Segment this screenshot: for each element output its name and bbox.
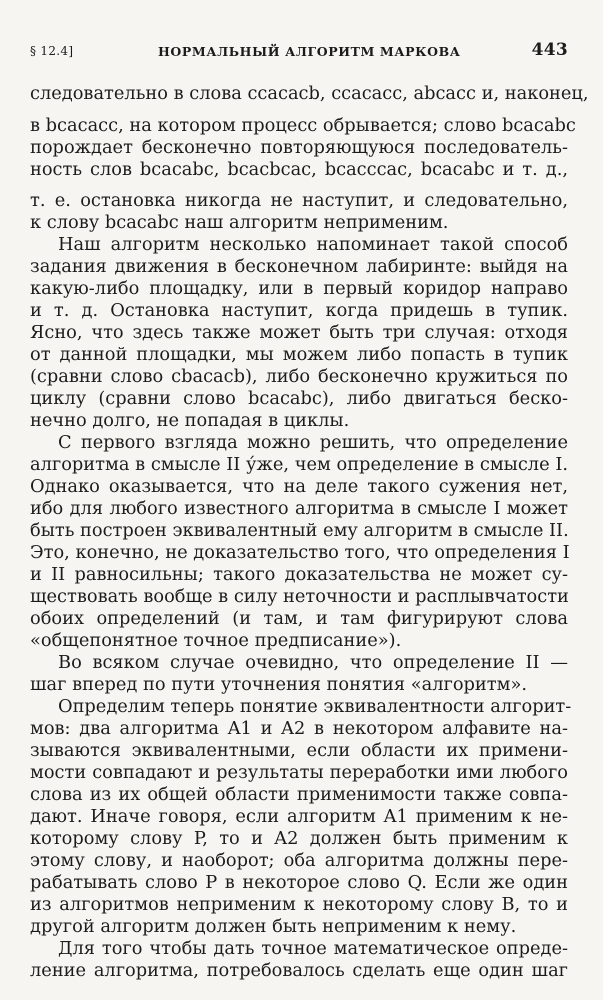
text-line: быть построен эквивалентный ему алгоритм в смысле II. [30, 520, 569, 541]
text-line: дают. Иначе говоря, если алгоритм A1 применим к не- [30, 806, 568, 827]
text-line: из алгоритмов неприменим к некоторому слову B, то и [30, 894, 568, 915]
text-line: алгоритма в смысле II у́же, чем определение в смысле I. [30, 454, 568, 475]
text-line: от данной площадки, мы можем либо попасть в тупик [30, 344, 568, 365]
page-number: 443 [531, 40, 568, 60]
text-line: ность слов bcacabc, bcacbcac, bcacccac, bcacabc и т. д., [30, 159, 568, 180]
running-header [30, 38, 568, 64]
section-number: § 12.4] [30, 44, 74, 58]
text-line: какую-либо площадку, или в первый коридор направо [30, 278, 568, 299]
text-line: нечно долго, не попадая в циклы. [30, 410, 350, 431]
text-line: обоих определений (и там, и там фигурируют слова [30, 608, 568, 629]
text-line: мов: два алгоритма A1 и A2 в некотором алфавите на- [30, 718, 568, 739]
text-line: циклу (сравни слово bcacabc), либо двигаться беско- [30, 388, 568, 409]
text-line: Определим теперь понятие эквивалентности алгорит- [58, 696, 572, 717]
text-line: и т. д. Остановка наступит, когда придешь в тупик. [30, 300, 568, 321]
text-line: которому слову P, то и A2 должен быть применим к [30, 828, 568, 849]
text-line: и II равносильны; такого доказательства не может су- [30, 564, 568, 585]
text-line: ление алгоритма, потребовалось сделать еще один шаг [30, 960, 568, 981]
text-line: следовательно в слова ccacacb, ccacacc, abcacc и, наконец, [30, 83, 589, 104]
text-line: т. е. остановка никогда не наступит, и следовательно, [30, 190, 568, 211]
text-line: Однако оказывается, что на деле такого сужения нет, [30, 476, 568, 497]
running-title: НОРМАЛЬНЫЙ АЛГОРИТМ МАРКОВА [158, 44, 461, 59]
text-line: «общепонятное точное предписание»). [30, 630, 402, 651]
text-line: (сравни слово cbacacb), либо бесконечно кружиться по [30, 366, 568, 387]
text-line: С первого взгляда можно решить, что определение [58, 432, 568, 453]
text-line: к слову bcacabc наш алгоритм неприменим. [30, 212, 449, 233]
text-line: в bcacacc, на котором процесс обрывается; слово bcacabc [30, 115, 576, 136]
text-line: ибо для любого известного алгоритма в смысле I может [30, 498, 568, 519]
text-line: зываются эквивалентными, если области их примени- [30, 740, 568, 761]
text-line: Для того чтобы дать точное математическое опреде- [58, 938, 568, 959]
text-line: Ясно, что здесь также может быть три случая: отходя [30, 322, 568, 343]
text-line: Наш алгоритм несколько напоминает такой способ [58, 234, 568, 255]
text-line: задания движения в бесконечном лабиринте: выйдя на [30, 256, 568, 277]
text-line: другой алгоритм должен быть неприменим к нему. [30, 916, 517, 937]
text-line: ществовать вообще в силу неточности и расплывчатости [30, 586, 569, 607]
text-line: порождает бесконечно повторяющуюся последователь- [30, 137, 568, 158]
text-line: слова из их общей области применимости также совпа- [30, 784, 568, 805]
text-line: Это, конечно, не доказательство того, что определения I [30, 542, 570, 563]
text-line: мости совпадают и результаты переработки ими любого [30, 762, 568, 783]
text-line: Во всяком случае очевидно, что определение II — [58, 652, 568, 673]
text-line: этому слову, и наоборот; оба алгоритма должны пере- [30, 850, 568, 871]
text-line: рабатывать слово P в некоторое слово Q. Если же один [30, 872, 568, 893]
text-line: шаг вперед по пути уточнения понятия «алгоритм». [30, 674, 527, 695]
